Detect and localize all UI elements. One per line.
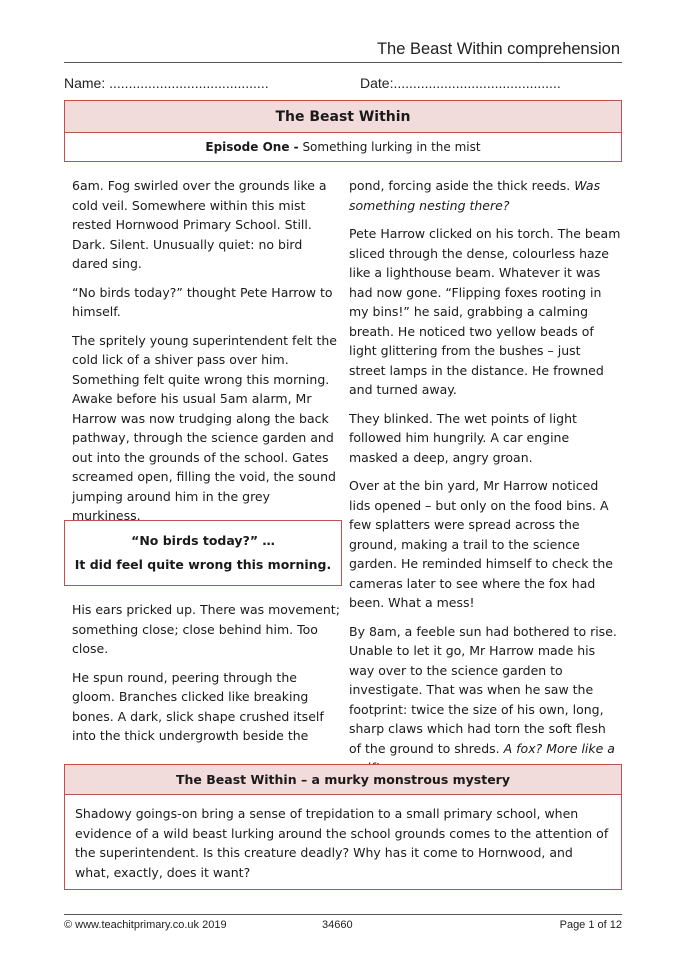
story-paragraph: He spun round, peering through the gloom. Branches clicked like breaking bones. A dark, slick shape crushed itself into the thick undergrowth beside the bbox=[72, 669, 324, 743]
pull-quote-box bbox=[64, 520, 342, 586]
footer-page-number: Page 1 of 12 bbox=[559, 919, 622, 931]
story-paragraph bbox=[349, 622, 621, 778]
story-italic-text: Was something nesting there? bbox=[349, 178, 601, 213]
footer-resource-id: 34660 bbox=[322, 919, 353, 931]
story-paragraph: Pete Harrow clicked on his torch. The beam sliced through the dense, colourless haze like a lighthouse beam. Whatever it was had now gone. “Flipping foxes rooting in my bins!” he said, grabbing a calming breath. He noticed two yellow beads of light glittering from the bushes – just street lamps in the distance. He frowned and turned away. bbox=[349, 226, 621, 397]
story-title: The Beast Within bbox=[65, 101, 621, 133]
blurb-title: The Beast Within – a murky monstrous mystery bbox=[65, 765, 621, 795]
title-box bbox=[64, 100, 622, 162]
story-text: By 8am, a feeble sun had bothered to rise. Unable to let it go, Mr Harrow made his way over to the science garden to investigate. That was when he saw the footprint: twice the size of his own, long, sharp claws which had torn the soft flesh of the ground to shreds. bbox=[349, 623, 617, 756]
pull-quote-line: It did feel quite wrong this morning. bbox=[74, 557, 332, 572]
story-italic-text: A fox? More like a bbox=[503, 740, 615, 756]
page-header-title: The Beast Within comprehension bbox=[376, 40, 620, 58]
story-paragraph: The spritely young superintendent felt the cold lick of a shiver pass over him. Something felt quite wrong this morning. Awake before his usual 5am alarm, Mr Harrow was now trudging along the back pathway, through the science garden and out into the grounds of the school. Gates screamed open, filling the void, the sound jumping around him in the grey murkiness. bbox=[72, 332, 337, 523]
blurb-box bbox=[64, 764, 622, 890]
story-text: pond, forcing aside the thick reeds. bbox=[349, 178, 575, 193]
blurb-text: Shadowy goings-on bring a sense of trepidation to a small primary school, when evidence of a wild beast lurking around the school grounds comes to the attention of the superintendent. Is this creature deadly? Why has it come to Hornwood, and what, exactly, does it want? bbox=[75, 806, 609, 880]
story-paragraph: They blinked. The wet points of light followed him hungrily. A car engine masked a deep, angry groan. bbox=[349, 410, 577, 465]
story-column-left-lower bbox=[72, 600, 342, 755]
story-paragraph: His ears pricked up. There was movement; something close; close behind him. Too close. bbox=[72, 602, 340, 656]
story-paragraph: Over at the bin yard, Mr Harrow noticed lids opened – but only on the food bins. A few splatters were spread across the ground, making a trail to the science garden. He reminded himself to check the cameras later to see where the fox had been. What a mess! bbox=[349, 478, 613, 610]
episode-subtitle bbox=[65, 133, 621, 161]
story-paragraph bbox=[349, 176, 621, 215]
header-divider bbox=[64, 62, 622, 63]
episode-title: Something lurking in the mist bbox=[298, 140, 481, 154]
story-column-right bbox=[349, 176, 621, 787]
name-field-line: Name: ......................................... bbox=[64, 75, 269, 91]
story-paragraph: 6am. Fog swirled over the grounds like a cold veil. Somewhere within this mist rested Hornwood Primary School. Still. Dark. Silent. Unusually quiet: no bird dared sing. bbox=[72, 178, 327, 271]
footer-copyright: © www.teachitprimary.co.uk 2019 bbox=[64, 919, 227, 931]
story-paragraph: “No birds today?” thought Pete Harrow to himself. bbox=[72, 284, 333, 319]
date-field-line: Date:........................................... bbox=[360, 75, 561, 91]
pull-quote-line: “No birds today?” … bbox=[131, 533, 275, 548]
episode-label: Episode One - bbox=[205, 140, 299, 154]
story-column-left bbox=[72, 176, 342, 535]
footer-divider bbox=[64, 914, 622, 915]
